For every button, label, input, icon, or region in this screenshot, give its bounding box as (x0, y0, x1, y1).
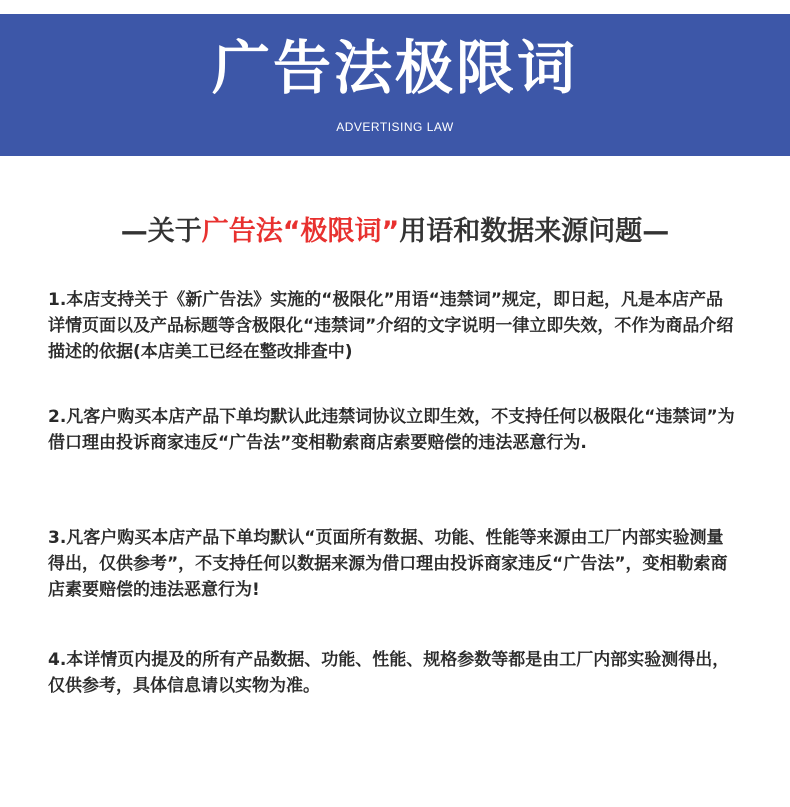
heading-suffix: 用语和数据来源问题— (399, 216, 670, 247)
notice-paragraph-2: 2.凡客户购买本店产品下单均默认此违禁词协议立即生效，不支持任何以极限化“违禁词”为借口理由投诉商家违反“广告法”变相勒索商店索要赔偿的违法恶意行为. (48, 407, 735, 453)
heading-prefix: —关于 (120, 216, 202, 247)
section-heading (0, 214, 790, 250)
banner-title: 广告法极限词 (211, 34, 578, 102)
header-banner (0, 14, 790, 156)
heading-highlight: 广告法“极限词” (201, 216, 400, 247)
notice-paragraph-4: 4.本详情页内提及的所有产品数据、功能、性能、规格参数等都是由工厂内部实验测得出，仅供参考，具体信息请以实物为准。 (48, 650, 730, 696)
banner-subtitle: ADVERTISING LAW (336, 120, 454, 134)
notice-paragraph-1: 1.本店支持关于《新广告法》实施的“极限化”用语“违禁词”规定，即日起，凡是本店产品详情页面以及产品标题等含极限化“违禁词”介绍的文字说明一律立即失效，不作为商品介绍描述的依据(本店美工已经在整改排查中) (48, 290, 734, 362)
notice-paragraph-3: 3.凡客户购买本店产品下单均默认“页面所有数据、功能、性能等来源由工厂内部实验测量得出，仅供参考”，不支持任何以数据来源为借口理由投诉商家违反“广告法”，变相勒索商店素要赔偿的违法恶意行为! (48, 528, 728, 600)
